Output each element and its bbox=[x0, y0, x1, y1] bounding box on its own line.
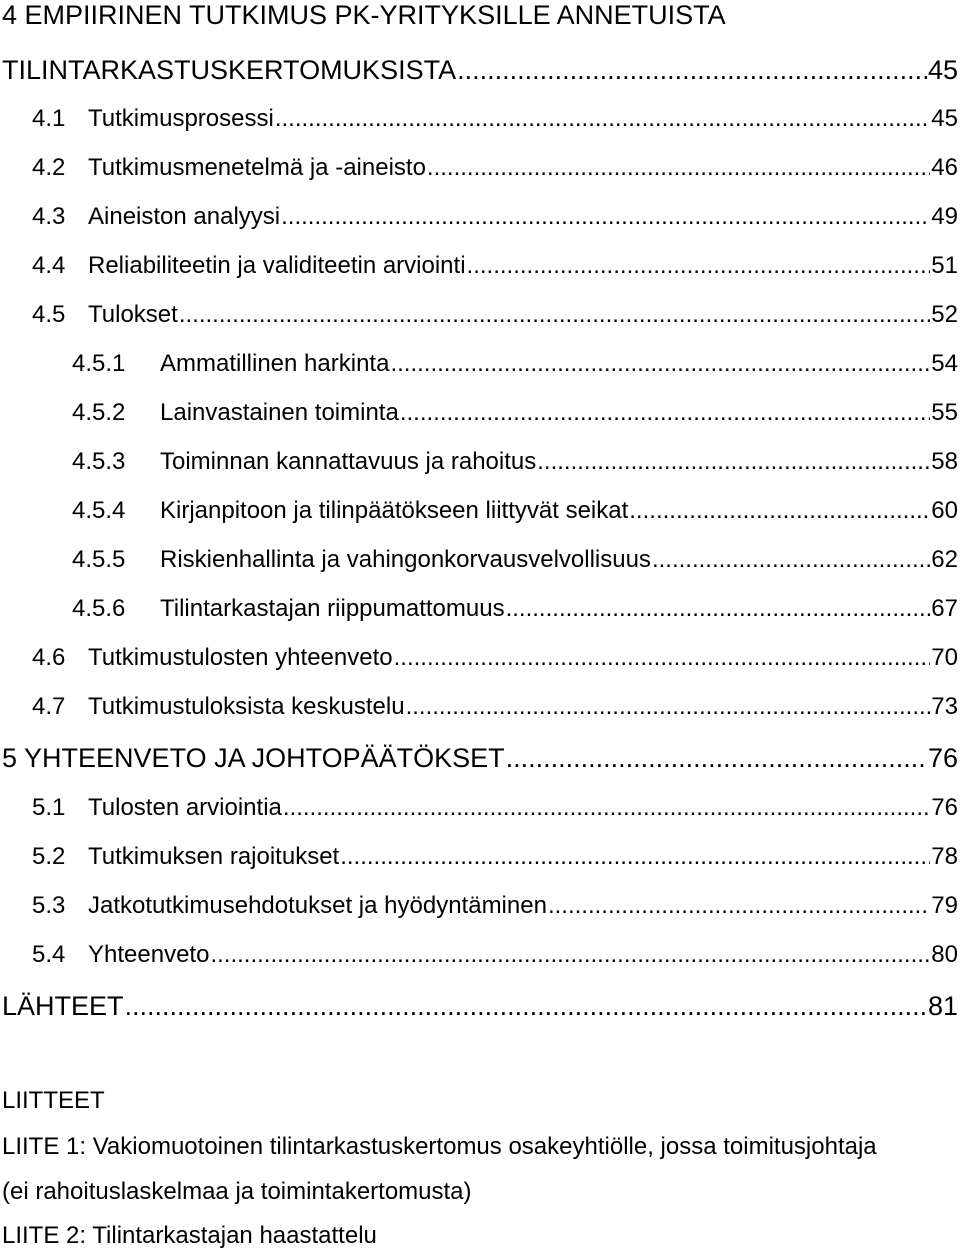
page-number: 51 bbox=[931, 252, 958, 279]
page-number: 80 bbox=[931, 941, 958, 968]
toc-entry-4-5-5[interactable] bbox=[72, 545, 958, 575]
page-number: 45 bbox=[927, 55, 958, 85]
section-title: Kirjanpitoon ja tilinpäätökseen liittyvät seikat bbox=[160, 497, 629, 524]
section-number: 4.7 bbox=[32, 693, 66, 720]
toc-entry-4-5-6[interactable] bbox=[72, 594, 958, 624]
page-number: 67 bbox=[931, 595, 958, 622]
section-number: 4.5.1 bbox=[72, 350, 126, 377]
toc-entry-5-2[interactable] bbox=[32, 842, 958, 872]
leader-dots bbox=[390, 349, 930, 379]
section-number: 4.5.2 bbox=[72, 399, 126, 426]
leader-dots bbox=[125, 991, 927, 1021]
section-number: 4.5.4 bbox=[72, 497, 126, 524]
section-number: 4.5.5 bbox=[72, 546, 126, 573]
page-number: 45 bbox=[931, 105, 958, 132]
leader-dots bbox=[210, 940, 930, 970]
section-title: Jatkotutkimusehdotukset ja hyödyntäminen bbox=[88, 892, 547, 919]
leader-dots bbox=[179, 300, 930, 330]
page-number: 62 bbox=[931, 546, 958, 573]
page-number: 73 bbox=[931, 693, 958, 720]
section-title: Tutkimusmenetelmä ja -aineisto bbox=[88, 154, 426, 181]
section-number: 4.6 bbox=[32, 644, 66, 671]
appendices-heading: LIITTEET bbox=[2, 1087, 105, 1114]
toc-entry-chapter-5[interactable] bbox=[2, 743, 958, 773]
leader-dots bbox=[537, 447, 930, 477]
section-number: 5.1 bbox=[32, 794, 66, 821]
chapter-4-title-line2: TILINTARKASTUSKERTOMUKSISTA bbox=[2, 55, 457, 85]
page-number: 46 bbox=[931, 154, 958, 181]
page-number: 78 bbox=[931, 843, 958, 870]
page-number: 52 bbox=[931, 301, 958, 328]
section-title: Ammatillinen harkinta bbox=[160, 350, 390, 377]
section-title: Yhteenveto bbox=[88, 941, 210, 968]
chapter-title: 5 YHTEENVETO JA JOHTOPÄÄTÖKSET bbox=[2, 743, 505, 773]
page-number: 81 bbox=[927, 991, 958, 1021]
section-title: Tutkimustuloksista keskustelu bbox=[88, 693, 405, 720]
references-title: LÄHTEET bbox=[2, 991, 124, 1021]
leader-dots bbox=[340, 842, 930, 872]
toc-entry-4-2[interactable] bbox=[32, 153, 958, 183]
leader-dots bbox=[406, 692, 931, 722]
section-title: Toiminnan kannattavuus ja rahoitus bbox=[160, 448, 537, 475]
page-number: 55 bbox=[931, 399, 958, 426]
toc-entry-4-4[interactable] bbox=[32, 251, 958, 281]
section-title: Tutkimustulosten yhteenveto bbox=[88, 644, 393, 671]
page-number: 76 bbox=[927, 743, 958, 773]
section-number: 4.1 bbox=[32, 105, 66, 132]
leader-dots bbox=[283, 793, 930, 823]
section-title: Tulosten arviointia bbox=[88, 794, 282, 821]
page-number: 58 bbox=[931, 448, 958, 475]
section-number: 4.5 bbox=[32, 301, 66, 328]
toc-entry-4-7[interactable] bbox=[32, 692, 958, 722]
section-title: Tutkimuksen rajoitukset bbox=[88, 843, 340, 870]
leader-dots bbox=[506, 594, 931, 624]
toc-entry-5-4[interactable] bbox=[32, 940, 958, 970]
section-number: 4.5.6 bbox=[72, 595, 126, 622]
section-title: Tulokset bbox=[88, 301, 178, 328]
page-number: 76 bbox=[931, 794, 958, 821]
page-number: 79 bbox=[931, 892, 958, 919]
toc-entry-4-3[interactable] bbox=[32, 202, 958, 232]
section-number: 5.2 bbox=[32, 843, 66, 870]
leader-dots bbox=[652, 545, 930, 575]
section-number: 5.3 bbox=[32, 892, 66, 919]
section-number: 4.5.3 bbox=[72, 448, 126, 475]
toc-entry-4-1[interactable] bbox=[32, 104, 958, 134]
page-number: 70 bbox=[931, 644, 958, 671]
appendix-1-line2[interactable]: (ei rahoituslaskelmaa ja toimintakertomusta) bbox=[2, 1178, 472, 1205]
leader-dots bbox=[400, 398, 930, 428]
leader-dots bbox=[457, 55, 927, 85]
leader-dots bbox=[281, 202, 930, 232]
leader-dots bbox=[548, 891, 930, 921]
section-title: Tilintarkastajan riippumattomuus bbox=[160, 595, 505, 622]
leader-dots bbox=[467, 251, 931, 281]
leader-dots bbox=[427, 153, 930, 183]
section-title: Tutkimusprosessi bbox=[88, 105, 274, 132]
appendix-1-line1[interactable]: LIITE 1: Vakiomuotoinen tilintarkastuskertomus osakeyhtiölle, jossa toimitusjohtaja bbox=[2, 1133, 877, 1160]
toc-entry-4-5-2[interactable] bbox=[72, 398, 958, 428]
section-number: 4.2 bbox=[32, 154, 66, 181]
section-number: 4.4 bbox=[32, 252, 66, 279]
toc-entry-4-5-4[interactable] bbox=[72, 496, 958, 526]
toc-entry-5-3[interactable] bbox=[32, 891, 958, 921]
toc-entry-5-1[interactable] bbox=[32, 793, 958, 823]
section-title: Riskienhallinta ja vahingonkorvausvelvollisuus bbox=[160, 546, 651, 573]
leader-dots bbox=[629, 496, 930, 526]
toc-entry-4-5-1[interactable] bbox=[72, 349, 958, 379]
toc-entry-4-5[interactable] bbox=[32, 300, 958, 330]
toc-entry-references[interactable] bbox=[2, 991, 958, 1021]
section-number: 4.3 bbox=[32, 203, 66, 230]
section-title: Lainvastainen toiminta bbox=[160, 399, 399, 426]
leader-dots bbox=[275, 104, 930, 134]
page-number: 60 bbox=[931, 497, 958, 524]
toc-entry-4-6[interactable] bbox=[32, 643, 958, 673]
section-number: 5.4 bbox=[32, 941, 66, 968]
section-title: Aineiston analyysi bbox=[88, 203, 281, 230]
leader-dots bbox=[394, 643, 931, 673]
section-title: Reliabiliteetin ja validiteetin arviointi bbox=[88, 252, 466, 279]
page-number: 49 bbox=[931, 203, 958, 230]
chapter-4-title-line1: 4 EMPIIRINEN TUTKIMUS PK-YRITYKSILLE ANNETUISTA bbox=[2, 0, 726, 30]
page-number: 54 bbox=[931, 350, 958, 377]
appendix-2[interactable]: LIITE 2: Tilintarkastajan haastattelu bbox=[2, 1222, 377, 1249]
leader-dots bbox=[506, 743, 927, 773]
toc-entry-4-5-3[interactable] bbox=[72, 447, 958, 477]
